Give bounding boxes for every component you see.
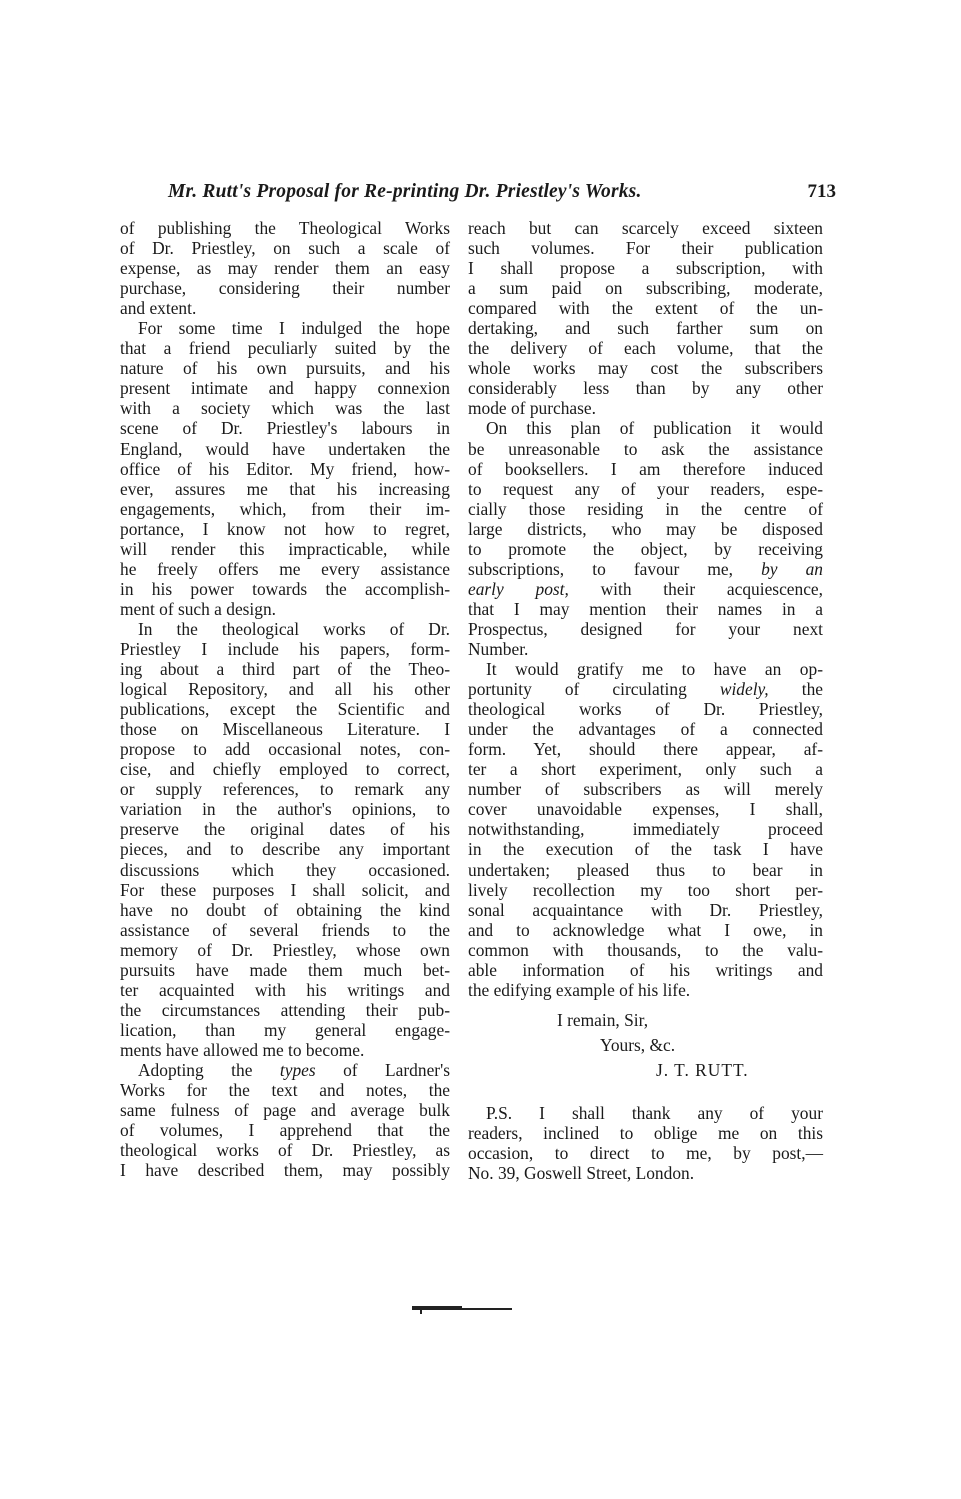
text-line: preserve the original dates of his (120, 819, 450, 840)
text-line: cover unavoidable expenses, I shall, (468, 799, 823, 820)
text-line: number of subscribers as will merely (468, 779, 823, 800)
text-line: I shall propose a subscription, with (468, 258, 823, 279)
text-line: Priestley I include his papers, form- (120, 638, 450, 659)
text-line: to request any of your readers, espe- (468, 478, 823, 499)
text-line: lication, than my general engage- (120, 1019, 450, 1040)
text-line: of booksellers. I am therefore induced (468, 458, 823, 479)
text-line: that a friend peculiarly suited by the (120, 338, 450, 359)
paragraph-start: For some time I indulged the hope (138, 318, 450, 339)
text-line: the edifying example of his life. (468, 979, 691, 1000)
text-line (468, 559, 823, 579)
text-line: ments have allowed me to become. (120, 1039, 365, 1060)
paragraph-start: In the theological works of Dr. (138, 618, 450, 639)
text-line: Prospectus, designed for your next (468, 618, 823, 639)
text-line: such volumes. For their publication (468, 238, 823, 259)
text-line: ever, assures me that his increasing (120, 478, 450, 499)
text-line: with a society which was the last (120, 398, 450, 419)
text-line: theological works of Dr. Priestley, (468, 699, 823, 720)
text-line: compared with the extent of the un- (468, 298, 823, 319)
text-line: he freely offers me every assistance (120, 558, 450, 579)
text-line: whole works may cost the subscribers (468, 358, 823, 379)
text-line: of volumes, I apprehend that the (120, 1120, 450, 1141)
text-line: propose to add occasional notes, con- (120, 739, 450, 760)
text-line: pieces, and to describe any important (120, 839, 450, 860)
text-line: readers, inclined to oblige me on this (468, 1122, 823, 1143)
text-fragment: of Lardner's (343, 1059, 450, 1080)
text-line: same fulness of page and average bulk (120, 1100, 450, 1121)
text-line: will render this impracticable, while (120, 538, 450, 559)
text-line: undertaken; pleased thus to bear in (468, 859, 823, 880)
text-fragment: the (801, 679, 823, 700)
text-line: occasion, to direct to me, by post,— (468, 1142, 823, 1163)
text-line: notwithstanding, immediately proceed (468, 819, 823, 840)
running-title: Mr. Rutt's Proposal for Re-printing Dr. Priestley's Works. (168, 181, 642, 202)
text-line: able information of his writings and (468, 959, 823, 980)
text-line (468, 579, 823, 599)
text-line: discussions which they occasioned. (120, 859, 450, 880)
text-line: a sum paid on subscribing, moderate, (468, 278, 823, 299)
italic-text: widely, (719, 679, 769, 700)
text-line: memory of Dr. Priestley, whose own (120, 939, 450, 960)
italic-text: by an (761, 558, 823, 579)
closing-yours: Yours, &c. (600, 1034, 676, 1055)
text-line: present intimate and happy connexion (120, 378, 450, 399)
text-line: theological works of Dr. Priestley, as (120, 1140, 450, 1161)
closing-salutation: I remain, Sir, (557, 1009, 649, 1030)
running-header (168, 181, 836, 207)
text-line: be unreasonable to ask the assistance (468, 438, 823, 459)
end-rule-divider (412, 1308, 512, 1310)
text-line: Works for the text and notes, the (120, 1080, 450, 1101)
text-line: common with thousands, to the valu- (468, 939, 823, 960)
text-line: large districts, who may be disposed (468, 518, 823, 539)
postscript (468, 1103, 823, 1183)
text-line: considerably less than by any other (468, 378, 823, 399)
text-line: the delivery of each volume, that the (468, 338, 823, 359)
italic-text: types (279, 1059, 316, 1080)
text-line: logical Repository, and all his other (120, 679, 450, 700)
text-line: in his power towards the accomplish- (120, 578, 450, 599)
text-line: cially those residing in the centre of (468, 498, 823, 519)
text-line: England, would have undertaken the (120, 438, 450, 459)
text-line: I have described them, may possibly (120, 1160, 450, 1181)
paragraph-start: On this plan of publication it would (486, 418, 823, 439)
page-number: 713 (807, 181, 836, 202)
text-line: ter acquainted with his writings and (120, 979, 450, 1000)
text-line: mode of purchase. (468, 398, 596, 419)
text-line: pursuits have made them much bet- (120, 959, 450, 980)
text-line: sonal acquaintance with Dr. Priestley, (468, 899, 823, 920)
text-line: nature of his own pursuits, and his (120, 358, 450, 379)
text-line: engagements, which, from their im- (120, 498, 450, 519)
text-line: that I may mention their names in a (468, 598, 823, 619)
paragraph-start (120, 1060, 450, 1080)
text-line: For these purposes I shall solicit, and (120, 879, 450, 900)
text-line: reach but can scarcely exceed sixteen (468, 218, 823, 238)
text-line: assistance of several friends to the (120, 919, 450, 940)
text-line: scene of Dr. Priestley's labours in (120, 418, 450, 439)
text-fragment: subscriptions, to favour me, (468, 558, 733, 579)
signature: J. T. RUTT. (656, 1059, 749, 1080)
text-line: ment of such a design. (120, 598, 276, 619)
text-fragment: with their acquiescence, (600, 578, 823, 599)
text-fragment: portunity of circulating (468, 679, 687, 700)
text-line: of Dr. Priestley, on such a scale of (120, 238, 450, 259)
text-line: to promote the object, by receiving (468, 538, 823, 559)
text-line: lively recollection my too short per- (468, 879, 823, 900)
text-line: of publishing the Theological Works (120, 218, 450, 238)
text-line: purchase, considering their number (120, 278, 450, 299)
text-line: expense, as may render them an easy (120, 258, 450, 279)
text-line: variation in the author's opinions, to (120, 799, 450, 820)
text-line: form. Yet, should there appear, af- (468, 739, 823, 760)
right-column (468, 218, 823, 1183)
text-line: and extent. (120, 298, 197, 319)
text-fragment: Adopting the (138, 1059, 253, 1080)
text-line: the circumstances attending their pub- (120, 999, 450, 1020)
text-line: No. 39, Goswell Street, London. (468, 1162, 695, 1183)
left-column (120, 218, 450, 1180)
text-line: portance, I know not how to regret, (120, 518, 450, 539)
text-line: office of his Editor. My friend, how- (120, 458, 450, 479)
italic-text: early post, (468, 578, 569, 599)
text-line (468, 679, 823, 699)
paragraph-start: It would gratify me to have an op- (486, 659, 823, 680)
text-line: Number. (468, 638, 529, 659)
text-line: or supply references, to remark any (120, 779, 450, 800)
text-line: in the execution of the task I have (468, 839, 823, 860)
paragraph-start: P.S. I shall thank any of your (486, 1102, 823, 1123)
text-line: cise, and chiefly employed to correct, (120, 759, 450, 780)
text-line: those on Miscellaneous Literature. I (120, 719, 450, 740)
text-line: under the advantages of a connected (468, 719, 823, 740)
text-line: ing about a third part of the Theo- (120, 659, 450, 680)
text-line: publications, except the Scientific and (120, 699, 450, 720)
text-line: have no doubt of obtaining the kind (120, 899, 450, 920)
text-line: ter a short experiment, only such a (468, 759, 823, 780)
text-line: dertaking, and such farther sum on (468, 318, 823, 339)
text-line: and to acknowledge what I owe, in (468, 919, 823, 940)
